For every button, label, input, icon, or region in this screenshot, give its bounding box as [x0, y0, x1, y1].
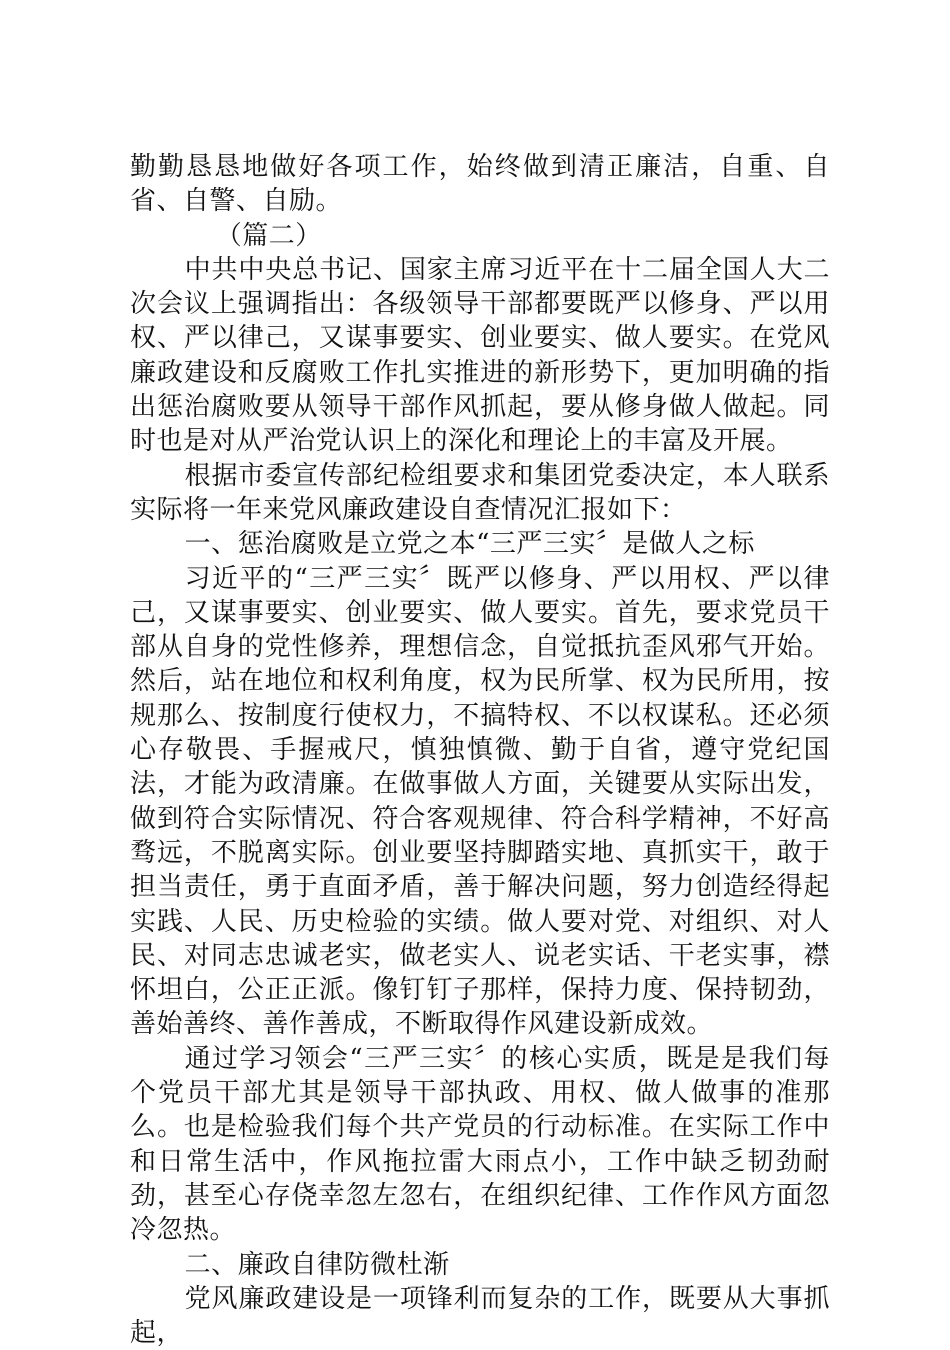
section-label-part-two: （篇二） [215, 220, 322, 251]
body-text [130, 150, 830, 1350]
paragraph-report-basis: 根据市委宣传部纪检组要求和集团党委决定，本人联系实际将一年来党风廉政建设自查情况汇报如下： [130, 460, 830, 525]
paragraph-intro: 中共中央总书记、国家主席习近平在十二届全国人大二次会议上强调指出：各级领导干部都要既严以修身、严以用权、严以律己，又谋事要实、创业要实、做人要实。在党风廉政建设和反腐败工作扎实推进的新形势下，更加明确的指出惩治腐败要从领导干部作风抓起，要从修身做人做起。同时也是对从严治党认识上的深化和理论上的丰富及开展。 [130, 254, 830, 457]
paragraph-integrity-work: 党风廉政建设是一项锋利而复杂的工作，既要从大事抓起， [130, 1283, 830, 1349]
paragraph-three-stricts: 习近平的“三严三实〞既严以修身、严以用权、严以律己，又谋事要实、创业要实、做人要实。首先，要求党员干部从自身的党性修养，理想信念，自觉抵抗歪风邪气开始。然后，站在地位和权利角度，权为民所掌、权为民所用，按规那么、按制度行使权力，不搞特权、不以权谋私。还必须心存敬畏、手握戒尺，慎独慎微、勤于自省，遵守党纪国法，才能为政清廉。在做事做人方面，关键要从实际出发，做到符合实际情况、符合客观规律、符合科学精神，不好高骛远，不脱离实际。创业要坚持脚踏实地、真抓实干，敢于担当责任，勇于直面矛盾，善于解决问题，努力创造经得起实践、人民、历史检验的实绩。做人要对党、对组织、对人民、对同志忠诚老实，做老实人、说老实话、干老实事，襟怀坦白，公正正派。像钉钉子那样，保持力度、保持韧劲，善始善终、善作善成，不断取得作风建设新成效。 [130, 563, 830, 1040]
paragraph-continuation: 勤勤恳恳地做好各项工作，始终做到清正廉洁，自重、自省、自警、自励。 [130, 152, 830, 217]
heading-section-one: 一、惩治腐败是立党之本“三严三实〞是做人之标 [184, 529, 755, 560]
paragraph-study-reflection: 通过学习领会“三严三实〞的核心实质，既是是我们每个党员干部尤其是领导干部执政、用权、做人做事的准那么。也是检验我们每个共产党员的行动标准。在实际工作中和日常生活中，作风拖拉雷大雨点小，工作中缺乏韧劲耐劲，甚至心存侥幸忽左忽右，在组织纪律、工作作风方面忽冷忽热。 [130, 1043, 830, 1246]
heading-section-two: 二、廉政自律防微杜渐 [184, 1249, 450, 1280]
